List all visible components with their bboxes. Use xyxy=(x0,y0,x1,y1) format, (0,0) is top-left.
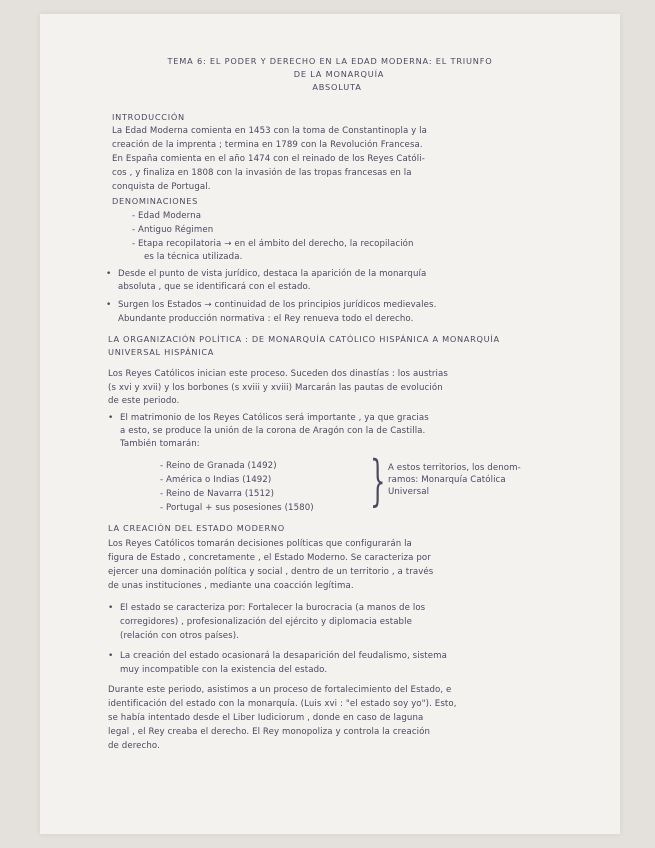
brace-note-line: Universal xyxy=(388,487,430,497)
brace-note-line: A estos territorios, los denom- xyxy=(388,463,521,473)
intro-line: cos , y finaliza en 1808 con la invasión de las tropas francesas en la xyxy=(112,168,412,178)
creacion-bullet-line: muy incompatible con la existencia del estado. xyxy=(120,665,328,675)
organizacion-heading: UNIVERSAL HISPÁNICA xyxy=(108,347,215,357)
creacion-bullet-line: (relación con otros países). xyxy=(120,631,240,641)
title-line-2: DE LA MONARQUÍA xyxy=(293,69,385,79)
organizacion-bullet-line: También tomarán: xyxy=(120,439,200,449)
organizacion-bullet-line: El matrimonio de los Reyes Católicos será importante , ya que gracias xyxy=(120,413,429,423)
organizacion-bullet-line: a esto, se produce la unión de la corona de Aragón con la de Castilla. xyxy=(120,426,426,436)
closing-line: se había intentado desde el Liber Iudiciorum , donde en caso de laguna xyxy=(108,713,424,723)
bullet-dot: • xyxy=(108,413,114,423)
title-line-3: ABSOLUTA xyxy=(312,82,362,92)
denominacion-item: es la técnica utilizada. xyxy=(144,252,243,262)
creacion-line: Los Reyes Católicos tomarán decisiones políticas que configurarán la xyxy=(108,539,412,549)
territory-item: - Portugal + sus posesiones (1580) xyxy=(160,503,314,513)
organizacion-line: (s xvi y xvii) y los borbones (s xviii y xviii) Marcarán las pautas de evolución xyxy=(108,383,443,393)
bullet-dot: • xyxy=(106,269,112,279)
bullet-line: Abundante producción normativa : el Rey renueva todo el derecho. xyxy=(118,314,414,324)
denominacion-item: - Etapa recopilatoria → en el ámbito del derecho, la recopilación xyxy=(132,239,414,249)
intro-line: conquista de Portugal. xyxy=(112,182,211,192)
territory-item: - Reino de Navarra (1512) xyxy=(160,489,275,499)
notes-page xyxy=(40,14,620,834)
creacion-bullet-line: La creación del estado ocasionará la desaparición del feudalismo, sistema xyxy=(120,651,447,661)
creacion-heading: LA CREACIÓN DEL ESTADO MODERNO xyxy=(108,523,285,533)
denominacion-item: - Edad Moderna xyxy=(132,211,202,221)
bullet-dot: • xyxy=(108,651,114,661)
bullet-line: absoluta , que se identificará con el estado. xyxy=(118,282,311,292)
brace-note-line: ramos: Monarquía Católica xyxy=(388,475,506,485)
closing-line: Durante este periodo, asistimos a un proceso de fortalecimiento del Estado, e xyxy=(108,685,452,695)
territory-item: - Reino de Granada (1492) xyxy=(160,461,277,471)
denominaciones-heading: DENOMINACIONES xyxy=(112,196,198,206)
closing-line: de derecho. xyxy=(108,741,160,751)
creacion-bullet-line: corregidores) , profesionalización del ejército y diplomacia estable xyxy=(120,617,412,627)
intro-line: En España comienta en el año 1474 con el reinado de los Reyes Católi- xyxy=(112,154,425,164)
brace-symbol: } xyxy=(370,449,386,512)
bullet-dot: • xyxy=(106,300,112,310)
territory-item: - América o Indias (1492) xyxy=(160,475,272,485)
organizacion-line: Los Reyes Católicos inician este proceso. Suceden dos dinastías : los austrias xyxy=(108,369,448,379)
organizacion-heading: LA ORGANIZACIÓN POLÍTICA : DE MONARQUÍA CATÓLICO HISPÁNICA A MONARQUÍA xyxy=(108,334,500,344)
closing-line: legal , el Rey creaba el derecho. El Rey monopoliza y controla la creación xyxy=(108,727,431,737)
title-line-1: TEMA 6: EL PODER Y DERECHO EN LA EDAD MODERNA: EL TRIUNFO xyxy=(167,56,493,66)
creacion-bullet-line: El estado se caracteriza por: Fortalecer la burocracia (a manos de los xyxy=(120,603,426,613)
bullet-dot: • xyxy=(108,603,114,613)
intro-line: creación de la imprenta ; termina en 1789 con la Revolución Francesa. xyxy=(112,140,423,150)
creacion-line: de unas instituciones , mediante una coacción legítima. xyxy=(108,581,354,591)
intro-heading: INTRODUCCIÓN xyxy=(112,112,185,122)
bullet-line: Desde el punto de vista jurídico, destaca la aparición de la monarquía xyxy=(118,269,427,279)
creacion-line: ejercer una dominación política y social , dentro de un territorio , a través xyxy=(108,567,434,577)
intro-line: La Edad Moderna comienta en 1453 con la toma de Constantinopla y la xyxy=(112,126,428,136)
organizacion-line: de este periodo. xyxy=(108,396,180,406)
bullet-line: Surgen los Estados → continuidad de los principios jurídicos medievales. xyxy=(118,300,437,310)
creacion-line: figura de Estado , concretamente , el Estado Moderno. Se caracteriza por xyxy=(108,553,431,563)
denominacion-item: - Antiguo Régimen xyxy=(132,225,214,235)
closing-line: identificación del estado con la monarquía. (Luis xvi : "el estado soy yo"). Esto, xyxy=(108,699,457,709)
